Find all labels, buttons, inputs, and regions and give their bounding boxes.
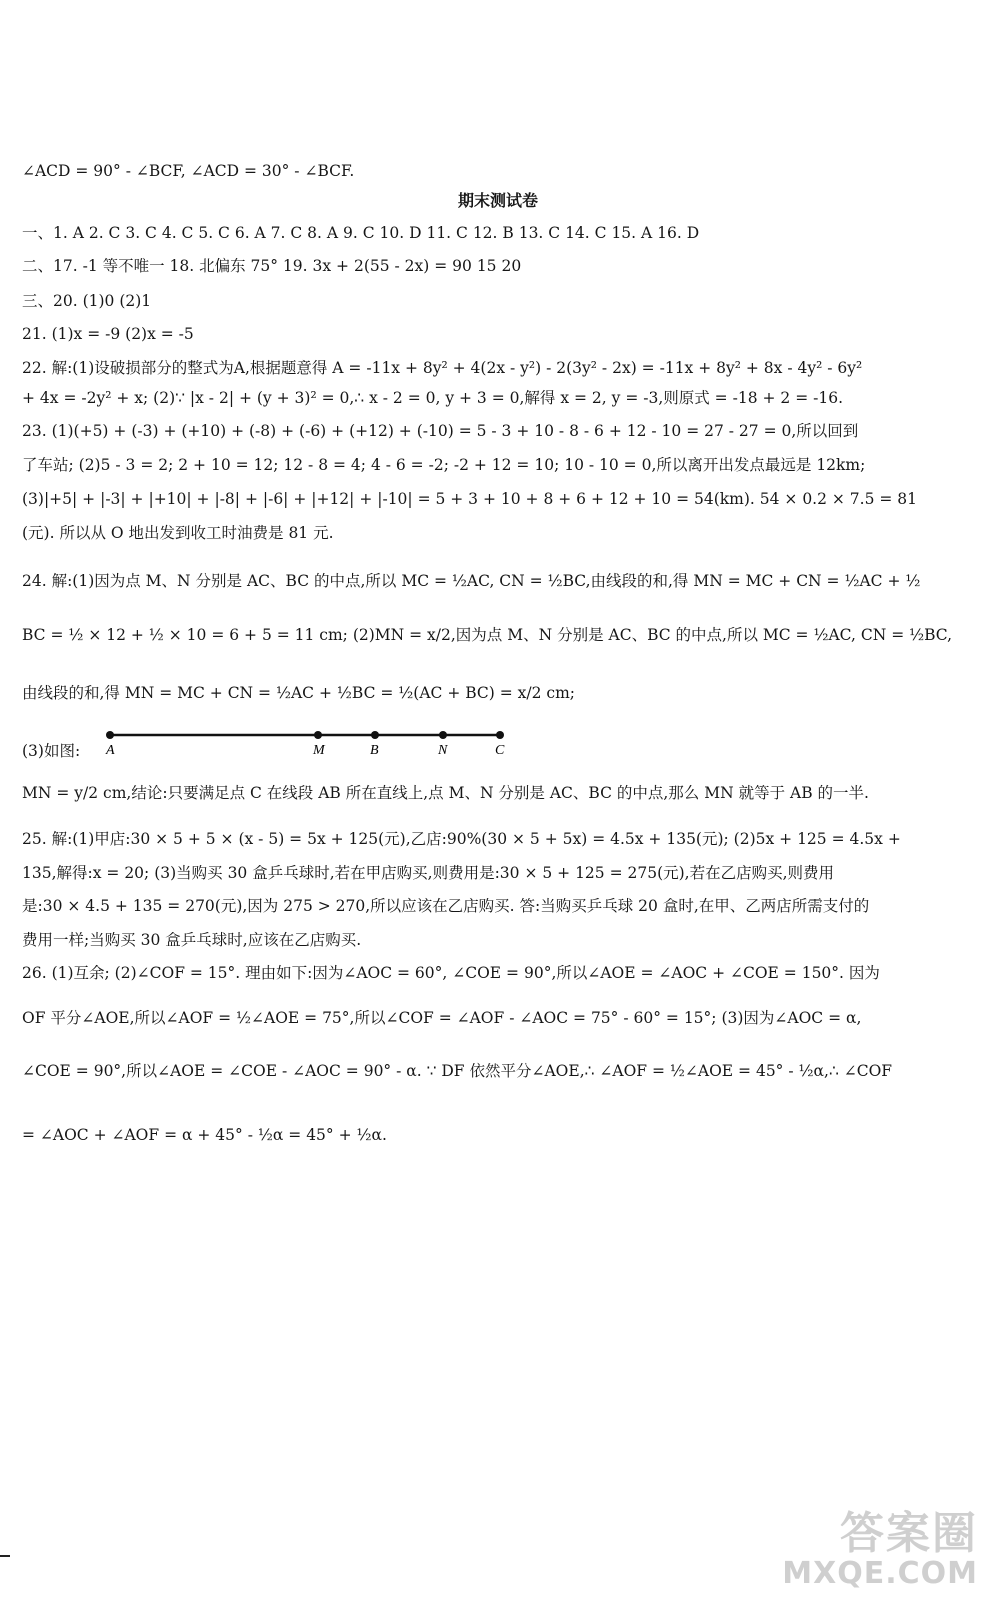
answer-line: 是:30 × 4.5 + 135 = 270(元),因为 275 > 270,所以应该在乙店购买. 答:当购买乒乓球 20 盒时,在甲、乙两店所需支付的 [22,897,870,915]
answer-line: + 4x = -2y² + x; (2)∵ |x - 2| + (y + 3)² = 0,∴ x - 2 = 0, y + 3 = 0,解得 x = 2, y = -3,则原式 = -18 + 2 = -16. [22,389,843,407]
point-A [106,731,114,739]
watermark [782,1510,978,1590]
point-N [439,731,447,739]
point-B [371,731,379,739]
watermark-url: MXQE.COM [782,1556,978,1591]
label-C: C [495,743,505,758]
answer-line: 三、20. (1)0 (2)1 [22,292,152,310]
answer-line: 25. 解:(1)甲店:30 × 5 + 5 × (x - 5) = 5x + 125(元),乙店:90%(30 × 5 + 5x) = 4.5x + 135(元); (2)5x + 125 = 4.5x + [22,830,901,848]
answer-line: 一、1. A 2. C 3. C 4. C 5. C 6. A 7. C 8. A 9. C 10. D 11. C 12. B 13. C 14. C 15. A 16. D [22,224,700,242]
watermark-text: 答案圈 [840,1508,978,1559]
answer-line: 22. 解:(1)设破损部分的整式为A,根据题意得 A = -11x + 8y² + 4(2x - y²) - 2(3y² - 2x) = -11x + 8y² + 8x - 4y² - 6y² [22,359,863,377]
page-title: 期末测试卷 [457,191,538,210]
answer-line: 23. (1)(+5) + (-3) + (+10) + (-8) + (-6) + (+12) + (-10) = 5 - 3 + 10 - 8 - 6 + 12 - 10 = 27 - 27 = 0,所以回到 [22,422,859,440]
answer-line: 21. (1)x = -9 (2)x = -5 [22,325,194,343]
answer-line: = ∠AOC + ∠AOF = α + 45° - ½α = 45° + ½α. [22,1126,387,1144]
label-B: B [370,743,379,758]
answer-line: 由线段的和,得 MN = MC + CN = ½AC + ½BC = ½(AC + BC) = x/2 cm; [22,684,576,702]
answer-line: 费用一样;当购买 30 盒乒乓球时,应该在乙店购买. [22,931,362,949]
answer-line: ∠COE = 90°,所以∠AOE = ∠COE - ∠AOC = 90° - α. ∵ DF 依然平分∠AOE,∴ ∠AOF = ½∠AOE = 45° - ½α,∴ ∠COF [22,1062,893,1080]
answer-line: BC = ½ × 12 + ½ × 10 = 6 + 5 = 11 cm; (2)MN = x/2,因为点 M、N 分别是 AC、BC 的中点,所以 MC = ½AC, CN = ½BC, [22,626,953,644]
answer-line: 二、17. -1 等不唯一 18. 北偏东 75° 19. 3x + 2(55 - 2x) = 90 15 20 [22,257,522,275]
answer-line: (元). 所以从 O 地出发到收工时油费是 81 元. [22,524,334,542]
answer-line: 26. (1)互余; (2)∠COF = 15°. 理由如下:因为∠AOC = 60°, ∠COE = 90°,所以∠AOE = ∠AOC + ∠COE = 150°. 因为 [22,964,880,982]
margin-tick [0,1555,10,1557]
answer-line: 了车站; (2)5 - 3 = 2; 2 + 10 = 12; 12 - 8 = 4; 4 - 6 = -2; -2 + 12 = 10; 10 - 10 = 0,所以离开出发点最远是 12km; [22,456,866,474]
answer-line: (3)如图: [22,742,81,760]
answer-line: 135,解得:x = 20; (3)当购买 30 盒乒乓球时,若在甲店购买,则费用是:30 × 5 + 125 = 275(元),若在乙店购买,则费用 [22,864,835,882]
label-M: M [313,743,325,758]
answer-line: 24. 解:(1)因为点 M、N 分别是 AC、BC 的中点,所以 MC = ½AC, CN = ½BC,由线段的和,得 MN = MC + CN = ½AC + ½ [22,572,921,590]
point-M [314,731,322,739]
label-N: N [438,743,448,758]
point-C [496,731,504,739]
answer-line: ∠ACD = 90° - ∠BCF, ∠ACD = 30° - ∠BCF. [22,162,355,180]
answer-line: OF 平分∠AOE,所以∠AOF = ½∠AOE = 75°,所以∠COF = ∠AOF - ∠AOC = 75° - 60° = 15°; (3)因为∠AOC = α, [22,1009,862,1027]
label-A: A [106,743,115,758]
answer-line: MN = y/2 cm,结论:只要满足点 C 在线段 AB 所在直线上,点 M、N 分别是 AC、BC 的中点,那么 MN 就等于 AB 的一半. [22,784,869,802]
answer-line: (3)|+5| + |-3| + |+10| + |-8| + |-6| + |+12| + |-10| = 5 + 3 + 10 + 8 + 6 + 12 + 10 = 54(km). 54 × 0.2 × 7.5 = 81 [22,490,918,508]
